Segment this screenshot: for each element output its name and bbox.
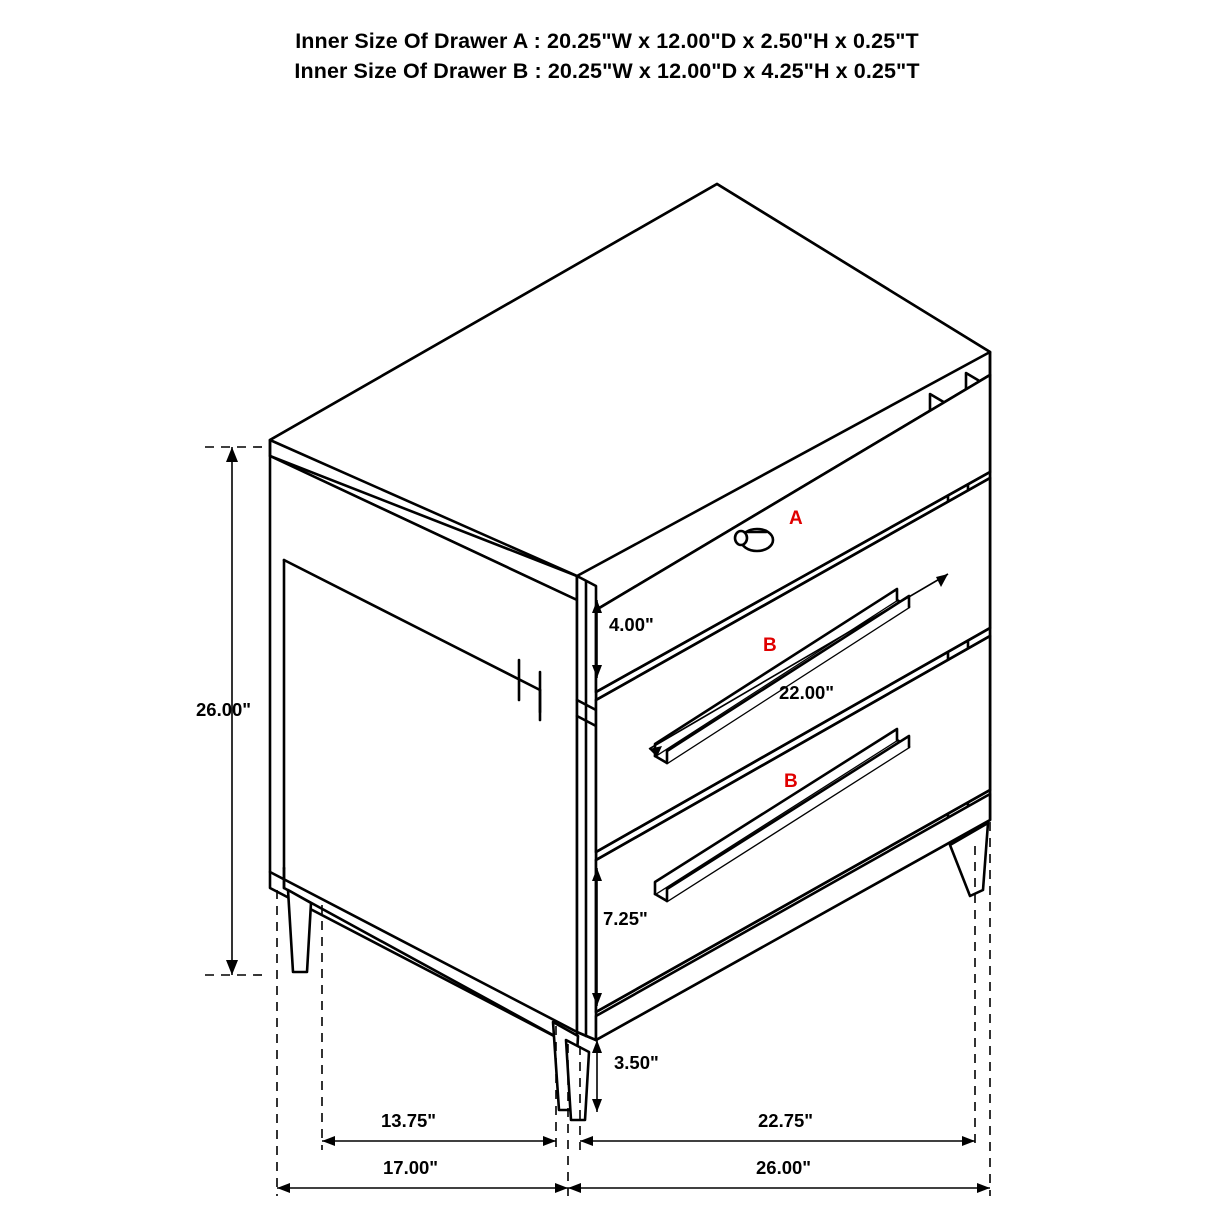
dim-label-top-drawer-face: 4.00" xyxy=(609,614,654,635)
dim-side-depth-inner xyxy=(322,1136,556,1146)
dim-side-depth-outer xyxy=(277,1183,568,1193)
drawer-b-spec: Inner Size Of Drawer B : 20.25"W x 12.00"D x 4.25"H x 0.25"T xyxy=(294,59,920,83)
dim-label-side-depth-inner: 13.75" xyxy=(381,1110,437,1131)
dim-label-side-depth-outer: 17.00" xyxy=(383,1157,439,1178)
dim-label-leg-height: 3.50" xyxy=(614,1052,659,1073)
drawer-a-spec: Inner Size Of Drawer A : 20.25"W x 12.00"D x 2.50"H x 0.25"T xyxy=(295,29,919,53)
dim-leg-height xyxy=(592,1040,602,1112)
drawer-callout-a: A xyxy=(789,508,803,529)
dim-label-overall-height: 26.00" xyxy=(196,699,252,720)
drawer-callout-b2: B xyxy=(784,771,798,792)
dim-label-bottom-drawer-face: 7.25" xyxy=(603,908,648,929)
dim-label-front-width-inner: 22.75" xyxy=(758,1110,814,1131)
front-left-post xyxy=(577,576,596,1040)
dim-front-width-outer xyxy=(568,1183,990,1193)
dim-label-drawer-width: 22.00" xyxy=(779,682,835,703)
dim-label-front-width-outer: 26.00" xyxy=(756,1157,812,1178)
drawer-callout-b1: B xyxy=(763,635,777,656)
dim-front-width-inner xyxy=(580,1136,975,1146)
leg-rear-right xyxy=(566,1040,589,1120)
leg-back-left xyxy=(288,890,311,972)
